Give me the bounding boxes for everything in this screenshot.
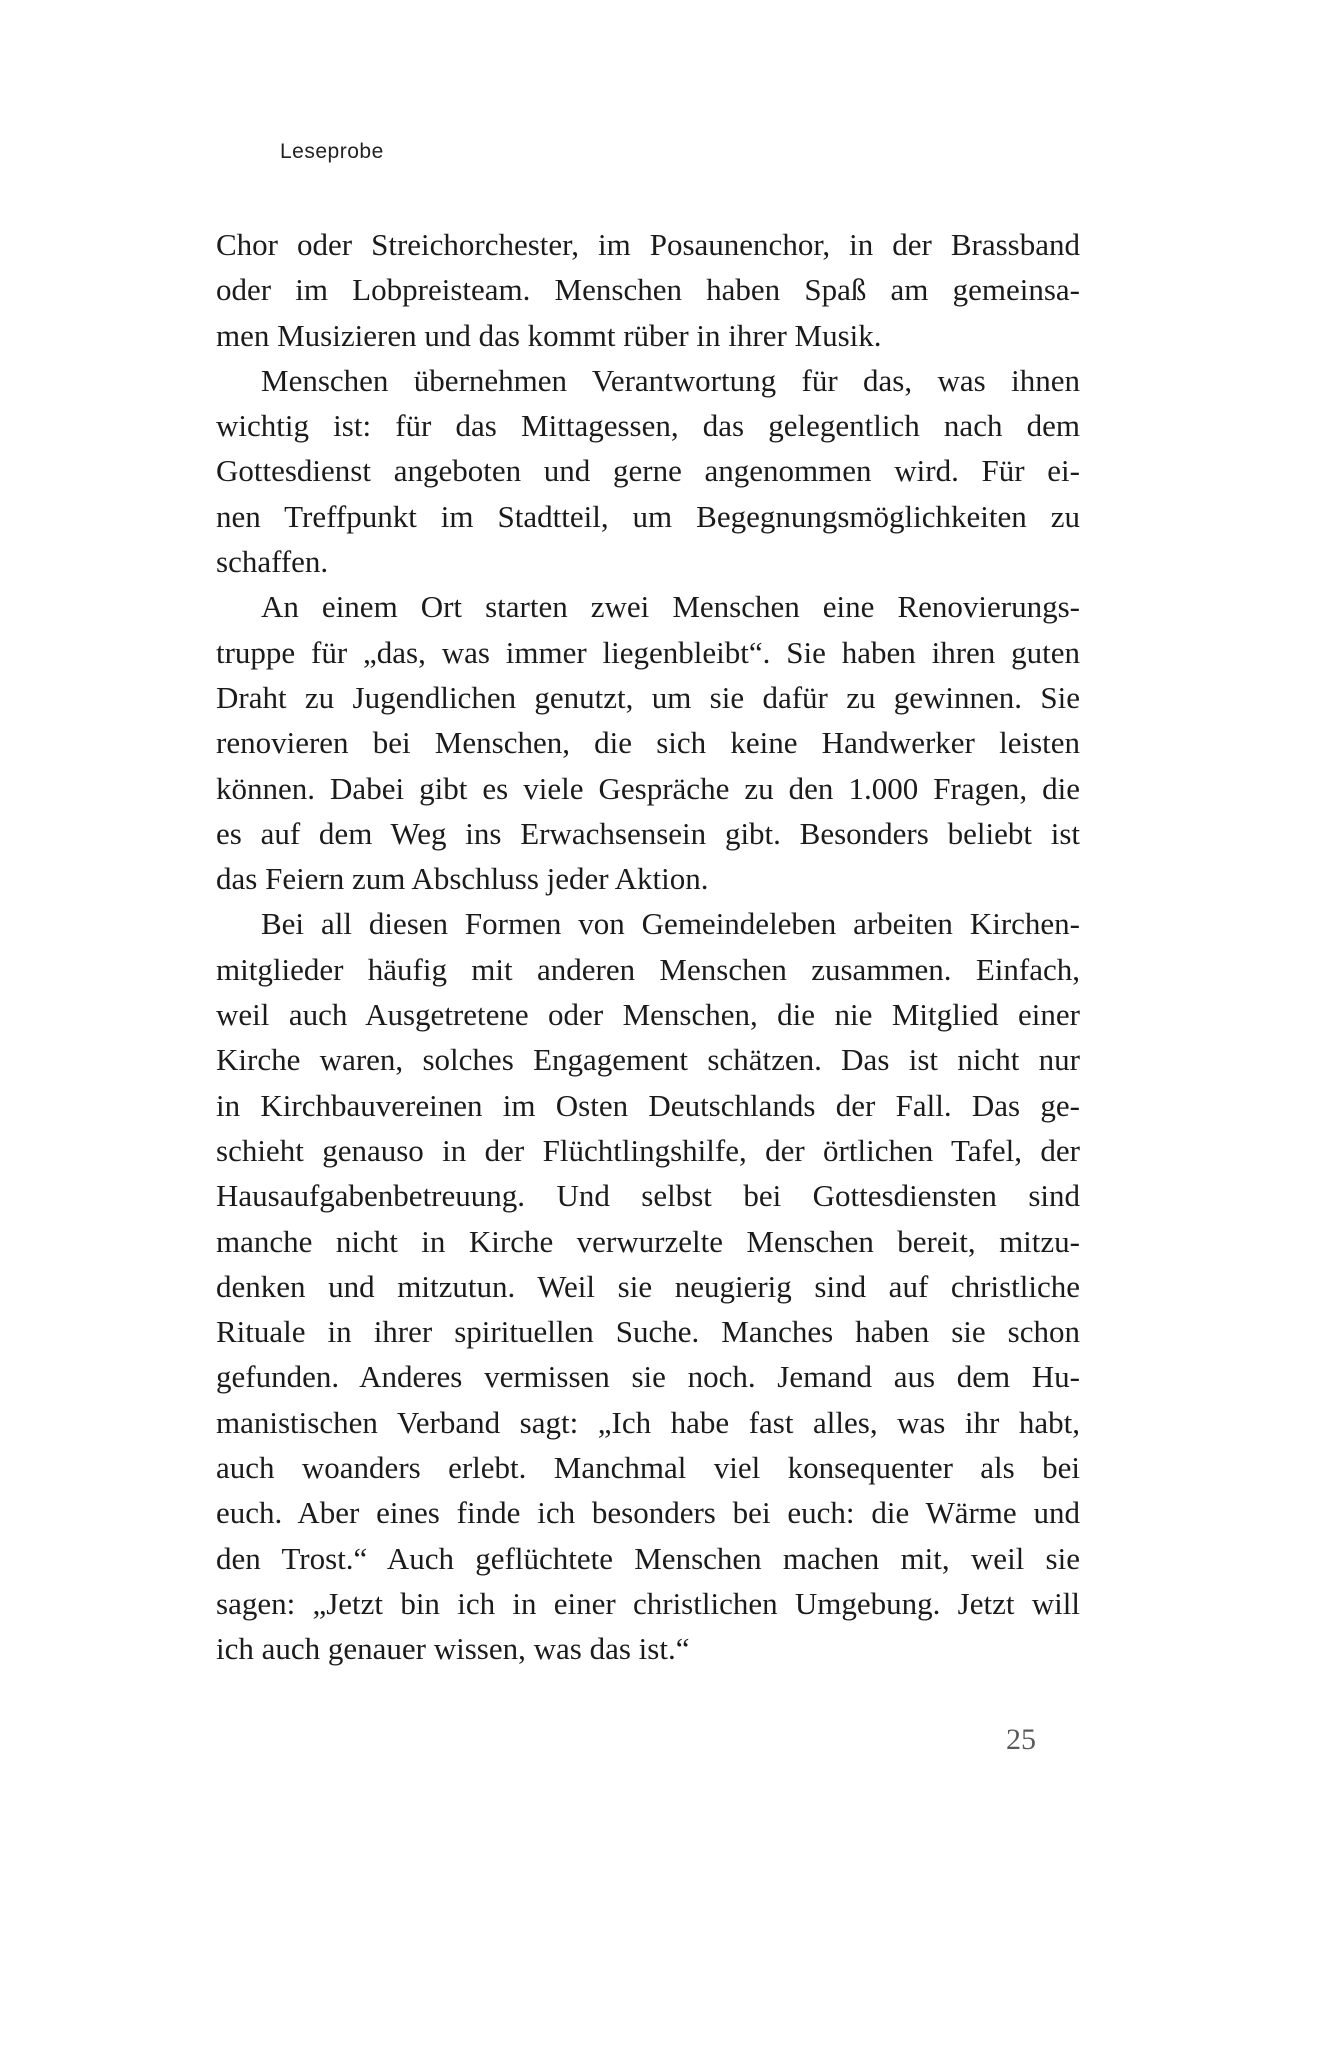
text-line: ich auch genauer wissen, was das ist.“ (216, 1631, 690, 1667)
text-line: mitglieder häufig mit anderen Menschen zusammen. Einfach, (216, 951, 1080, 987)
running-head: Leseprobe (280, 140, 384, 163)
text-line: Menschen übernehmen Verantwortung für das, was ihnen (261, 362, 1080, 398)
text-line: renovieren bei Menschen, die sich keine Handwerker leisten (216, 725, 1080, 761)
text-line: wichtig ist: für das Mittagessen, das gelegentlich nach dem (216, 408, 1080, 444)
paragraph (216, 358, 1080, 584)
text-line: können. Dabei gibt es viele Gespräche zu den 1.000 Fragen, die (216, 770, 1080, 806)
text-line: Bei all diesen Formen von Gemeindeleben arbeiten Kirchen- (261, 906, 1080, 942)
text-line: An einem Ort starten zwei Menschen eine Renovierungs- (261, 589, 1080, 625)
text-line: men Musizieren und das kommt rüber in ihrer Musik. (216, 317, 882, 353)
paragraph (216, 222, 1080, 358)
text-line: es auf dem Weg ins Erwachsensein gibt. Besonders beliebt ist (216, 815, 1080, 851)
text-line: Rituale in ihrer spirituellen Suche. Manches haben sie schon (216, 1314, 1080, 1350)
text-line: oder im Lobpreisteam. Menschen haben Spaß am gemeinsa- (216, 272, 1080, 308)
text-line: euch. Aber eines finde ich besonders bei euch: die Wärme und (216, 1495, 1080, 1531)
text-line: schaffen. (216, 544, 329, 580)
text-line: sagen: „Jetzt bin ich in einer christlichen Umgebung. Jetzt will (216, 1585, 1080, 1621)
text-line: schieht genauso in der Flüchtlingshilfe, der örtlichen Tafel, der (216, 1132, 1080, 1168)
text-line: Hausaufgabenbetreuung. Und selbst bei Gottesdiensten sind (216, 1178, 1080, 1214)
text-line: in Kirchbauvereinen im Osten Deutschlands der Fall. Das ge- (216, 1087, 1080, 1123)
text-line: gefunden. Anderes vermissen sie noch. Jemand aus dem Hu- (216, 1359, 1080, 1395)
text-line: Draht zu Jugendlichen genutzt, um sie dafür zu gewinnen. Sie (216, 679, 1080, 715)
text-line: manche nicht in Kirche verwurzelte Menschen bereit, mitzu- (216, 1223, 1080, 1259)
paragraph (216, 584, 1080, 901)
text-line: Kirche waren, solches Engagement schätzen. Das ist nicht nur (216, 1042, 1080, 1078)
text-line: truppe für „das, was immer liegenbleibt“. Sie haben ihren guten (216, 634, 1080, 670)
text-line: denken und mitzutun. Weil sie neugierig sind auf christliche (216, 1268, 1080, 1304)
text-line: manistischen Verband sagt: „Ich habe fast alles, was ihr habt, (216, 1404, 1080, 1440)
text-line: das Feiern zum Abschluss jeder Aktion. (216, 861, 709, 897)
text-line: den Trost.“ Auch geflüchtete Menschen machen mit, weil sie (216, 1540, 1080, 1576)
text-line: Chor oder Streichorchester, im Posaunenchor, in der Brassband (216, 227, 1080, 262)
text-line: nen Treffpunkt im Stadtteil, um Begegnungsmöglichkeiten zu (216, 498, 1080, 534)
text-line: auch woanders erlebt. Manchmal viel konsequenter als bei (216, 1450, 1080, 1486)
paragraph (216, 901, 1080, 1671)
body-text (216, 222, 1080, 1672)
text-line: Gottesdienst angeboten und gerne angenommen wird. Für ei- (216, 453, 1080, 489)
page-number: 25 (1006, 1723, 1036, 1756)
text-line: weil auch Ausgetretene oder Menschen, die nie Mitglied einer (216, 997, 1080, 1033)
